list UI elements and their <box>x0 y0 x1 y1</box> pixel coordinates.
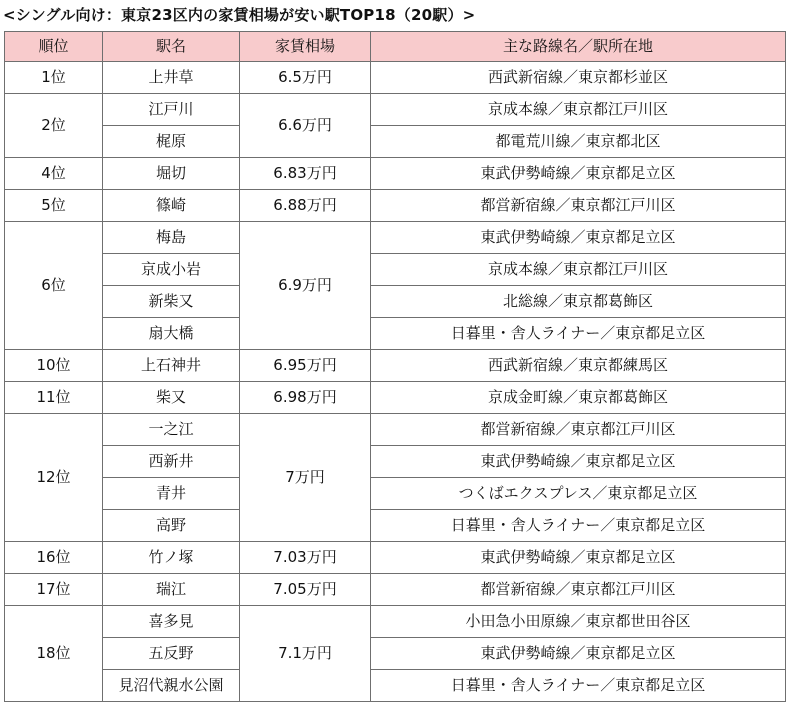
rent-cell: 6.5万円 <box>240 62 371 94</box>
line-location-cell: 日暮里・舎人ライナー／東京都足立区 <box>371 510 786 542</box>
table-row <box>5 414 786 446</box>
header-line-location: 主な路線名／駅所在地 <box>371 32 786 62</box>
rent-cell: 6.6万円 <box>240 94 371 158</box>
table-row <box>5 510 786 542</box>
station-name-cell: 喜多見 <box>103 606 240 638</box>
rent-cell: 6.9万円 <box>240 222 371 350</box>
line-location-cell: 東武伊勢崎線／東京都足立区 <box>371 542 786 574</box>
station-name-cell: 一之江 <box>103 414 240 446</box>
line-location-cell: 西武新宿線／東京都杉並区 <box>371 62 786 94</box>
station-name-cell: 梅島 <box>103 222 240 254</box>
station-name-cell: 五反野 <box>103 638 240 670</box>
table-row <box>5 670 786 702</box>
table-row <box>5 222 786 254</box>
line-location-cell: 東武伊勢崎線／東京都足立区 <box>371 222 786 254</box>
table-row <box>5 382 786 414</box>
station-name-cell: 梶原 <box>103 126 240 158</box>
station-name-cell: 堀切 <box>103 158 240 190</box>
line-location-cell: 西武新宿線／東京都練馬区 <box>371 350 786 382</box>
line-location-cell: 都営新宿線／東京都江戸川区 <box>371 414 786 446</box>
rank-cell: 1位 <box>5 62 103 94</box>
rank-cell: 12位 <box>5 414 103 542</box>
table-row <box>5 350 786 382</box>
station-name-cell: 上井草 <box>103 62 240 94</box>
table-row <box>5 606 786 638</box>
rank-cell: 17位 <box>5 574 103 606</box>
line-location-cell: 都営新宿線／東京都江戸川区 <box>371 190 786 222</box>
line-location-cell: つくばエクスプレス／東京都足立区 <box>371 478 786 510</box>
rank-cell: 2位 <box>5 94 103 158</box>
table-body <box>5 62 786 702</box>
table-row <box>5 254 786 286</box>
line-location-cell: 京成本線／東京都江戸川区 <box>371 254 786 286</box>
station-name-cell: 見沼代親水公園 <box>103 670 240 702</box>
station-name-cell: 青井 <box>103 478 240 510</box>
line-location-cell: 東武伊勢崎線／東京都足立区 <box>371 638 786 670</box>
station-name-cell: 江戸川 <box>103 94 240 126</box>
rank-cell: 10位 <box>5 350 103 382</box>
rent-cell: 7万円 <box>240 414 371 542</box>
rent-cell: 6.95万円 <box>240 350 371 382</box>
ranking-table <box>4 31 786 702</box>
line-location-cell: 京成金町線／東京都葛飾区 <box>371 382 786 414</box>
table-row <box>5 446 786 478</box>
table-row <box>5 62 786 94</box>
station-name-cell: 柴又 <box>103 382 240 414</box>
page-title: <シングル向け：東京23区内の家賃相場が安い駅TOP18（20駅）> <box>3 6 476 24</box>
table-row <box>5 574 786 606</box>
station-name-cell: 西新井 <box>103 446 240 478</box>
rent-cell: 6.88万円 <box>240 190 371 222</box>
rank-cell: 4位 <box>5 158 103 190</box>
header-rent: 家賃相場 <box>240 32 371 62</box>
station-name-cell: 扇大橋 <box>103 318 240 350</box>
line-location-cell: 都営新宿線／東京都江戸川区 <box>371 574 786 606</box>
line-location-cell: 北総線／東京都葛飾区 <box>371 286 786 318</box>
table-row <box>5 158 786 190</box>
line-location-cell: 東武伊勢崎線／東京都足立区 <box>371 158 786 190</box>
rent-cell: 7.1万円 <box>240 606 371 702</box>
header-station: 駅名 <box>103 32 240 62</box>
line-location-cell: 小田急小田原線／東京都世田谷区 <box>371 606 786 638</box>
table-row <box>5 638 786 670</box>
station-name-cell: 篠崎 <box>103 190 240 222</box>
station-name-cell: 竹ノ塚 <box>103 542 240 574</box>
rent-cell: 6.83万円 <box>240 158 371 190</box>
station-name-cell: 瑞江 <box>103 574 240 606</box>
rent-cell: 7.03万円 <box>240 542 371 574</box>
rank-cell: 16位 <box>5 542 103 574</box>
table-row <box>5 318 786 350</box>
station-name-cell: 新柴又 <box>103 286 240 318</box>
line-location-cell: 日暮里・舎人ライナー／東京都足立区 <box>371 670 786 702</box>
table-row <box>5 478 786 510</box>
rank-cell: 11位 <box>5 382 103 414</box>
station-name-cell: 京成小岩 <box>103 254 240 286</box>
table-row <box>5 286 786 318</box>
table-row <box>5 94 786 126</box>
station-name-cell: 高野 <box>103 510 240 542</box>
station-name-cell: 上石神井 <box>103 350 240 382</box>
table-row <box>5 190 786 222</box>
header-rank: 順位 <box>5 32 103 62</box>
line-location-cell: 都電荒川線／東京都北区 <box>371 126 786 158</box>
line-location-cell: 日暮里・舎人ライナー／東京都足立区 <box>371 318 786 350</box>
rank-cell: 6位 <box>5 222 103 350</box>
rank-cell: 18位 <box>5 606 103 702</box>
rent-cell: 7.05万円 <box>240 574 371 606</box>
table-row <box>5 542 786 574</box>
line-location-cell: 京成本線／東京都江戸川区 <box>371 94 786 126</box>
rent-cell: 6.98万円 <box>240 382 371 414</box>
rank-cell: 5位 <box>5 190 103 222</box>
table-row <box>5 126 786 158</box>
header-row <box>5 32 786 62</box>
line-location-cell: 東武伊勢崎線／東京都足立区 <box>371 446 786 478</box>
